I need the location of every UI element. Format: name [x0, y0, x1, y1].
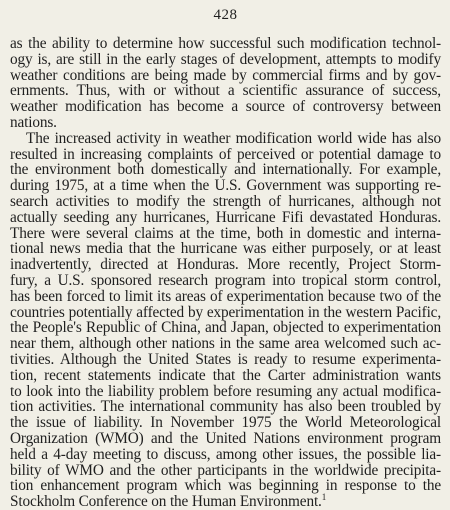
paragraph-2-line-16: tion, recent statements indicate that the Carter administration wants	[10, 366, 441, 384]
paragraph-2-line-10: fury, a U.S. sponsored research program into tropical storm control,	[10, 271, 441, 289]
paragraph-2-line-21: held a 4-day meeting to discuss, among other issues, the possible lia-	[10, 445, 441, 463]
paragraph-2-line-22: bility of WMO and the other participants in the worldwide precipita-	[10, 461, 441, 479]
paragraph-2-line-9: inadvertently, directed at Honduras. More recently, Project Storm-	[10, 256, 441, 274]
paragraph-2-line-1: The increased activity in weather modification world wide has also	[26, 129, 441, 147]
paragraph-2-line-12: countries potentially affected by experimentation in the western Pacific,	[10, 303, 441, 321]
paragraph-2-line-17: to look into the liability problem before resuming any actual modifica-	[10, 382, 441, 400]
paragraph-2-line-8: tional news media that the hurricane was either purposely, or at least	[10, 240, 441, 258]
paragraph-2-line-2: resulted in increasing complaints of perceived or potential damage to	[10, 145, 441, 163]
footnote-marker[interactable]: 1	[321, 492, 327, 503]
paragraph-2-line-20: Organization (WMO) and the United Nations environment program	[10, 429, 441, 447]
paragraph-2-line-13: the People's Republic of China, and Japan, objected to experimentation	[10, 319, 441, 337]
paragraph-1-line-5: weather modification has become a source of controversy between	[10, 98, 441, 116]
paragraph-1-line-6: nations.	[10, 113, 57, 131]
paragraph-2-line-15: tivities. Although the United States is ready to resume experimenta-	[10, 350, 441, 368]
paragraph-2-line-14: near them, although other nations in the same area welcomed such ac-	[10, 335, 441, 353]
paragraph-2-line-3: the environment both domestically and internationally. For example,	[10, 161, 441, 179]
paragraph-2-line-6: actually seeding any hurricanes, Hurricane Fifi devastated Honduras.	[10, 208, 441, 226]
paragraph-1-line-2: ogy is, are still in the early stages of development, attempts to modify	[10, 50, 441, 68]
page-number: 428	[213, 7, 238, 23]
paragraph-2-line-24-text: Stockholm Conference on the Human Environment.	[10, 493, 322, 510]
paragraph-2-line-11: has been forced to limit its areas of experimentation because two of the	[10, 287, 441, 305]
paragraph-2-line-23: tion enhancement program which was beginning in response to the	[10, 477, 441, 495]
paragraph-1-line-1: as the ability to determine how successful such modification technol-	[10, 35, 441, 52]
paragraph-1-line-4: ernments. Thus, with or without a scientific assurance of success,	[10, 82, 441, 100]
paragraph-2-line-5: search activities to modify the strength of hurricanes, although not	[10, 192, 441, 210]
paragraph-2-line-24	[10, 494, 441, 510]
paragraph-1	[10, 36, 441, 131]
paragraph-2	[10, 131, 441, 510]
paragraph-2-line-7: There were several claims at the time, both in domestic and interna-	[10, 224, 441, 242]
paragraph-2-line-18: tion activities. The international community has also been troubled by	[10, 398, 441, 416]
paragraph-2-line-4: during 1975, at a time when the U.S. Government was supporting re-	[10, 177, 441, 195]
paragraph-2-line-19: the issue of liability. In November 1975 the World Meteorological	[10, 414, 441, 432]
paragraph-1-line-3: weather conditions are being made by commercial firms and by gov-	[10, 66, 441, 84]
